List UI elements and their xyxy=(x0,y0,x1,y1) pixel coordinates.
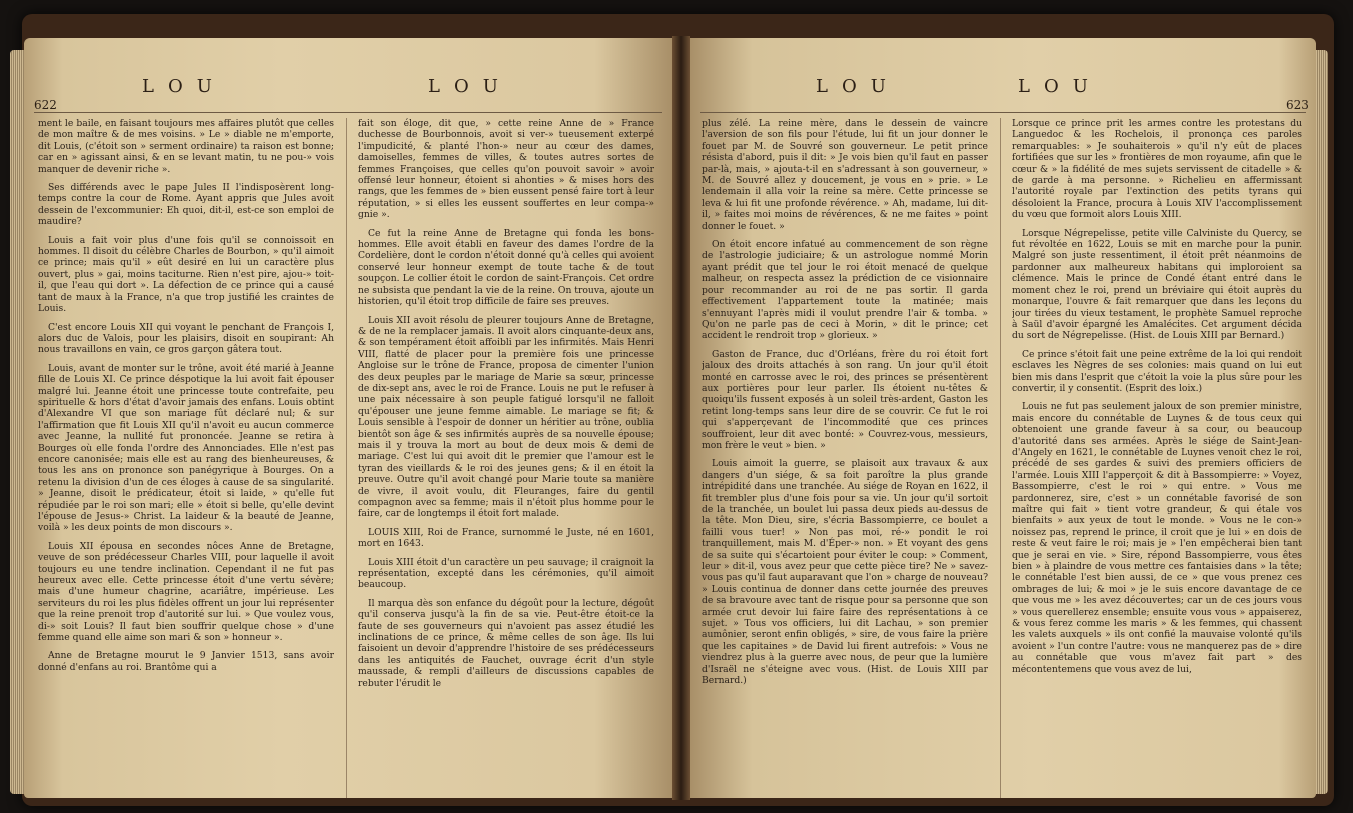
left-header-rule xyxy=(34,112,662,113)
left-col1-paragraph: Ses différends avec le pape Jules II l'indisposèrent long-temps contre la cour de Rome. Ayant appris que Jules avoit dessein de l'excommunier: Eh quoi, dit-il, est-ce son emploi de maudire? xyxy=(38,182,334,228)
right-page-number: 623 xyxy=(1286,98,1309,112)
right-page xyxy=(690,38,1316,798)
left-col1-paragraph: Louis, avant de monter sur le trône, avoit été marié à Jeanne fille de Louis XI. Ce prince déspotique la lui avoit fait épouser malgré lui. Jeanne étoit une princesse toute contrefaite, peu spirituelle & hors d'état d'avoir jamais des enfans. Louis obtint d'Alexandre VI que son mariage fût déclaré nul; & sur l'affirmation que fit Louis XII qu'il n'avoit eu aucun commerce avec Jeanne, la nullité fut prononcée. Jeanne se retira à Bourges où elle fonda l'ordre des Annonciades. Elle n'est pas encore canonisée; mais elle est au rang des bienheureuses, & tous les ans on prononce son panégyrique à Bourges. On a retenu la division d'un de ces éloges à cause de sa singularité. » Jeanne, disoit le prédicateur, étoit si laide, » qu'elle fut répudiée par le roi son mari; elle » étoit si belle, qu'elle devint l'épouse de Jesus-» Christ. La laideur & la beauté de Jeanne, voilà » les deux points de mon discours ». xyxy=(38,362,334,534)
left-col1-paragraph: ment le baile, en faisant toujours mes affaires plutôt que celles de mon maître & de mes voisins. » Le » diable ne m'emporte, dit Louis, (c'étoit son » serment ordinaire) ta raison est bonne; car en » agissant ainsi, & en se levant matin, tu ne pou-» vois manquer de devenir riche ». xyxy=(38,118,334,175)
right-col2-paragraph: Lorsque ce prince prit les armes contre les protestans du Languedoc & les Rochelois, il prononça ces paroles remarquables: » Je souhaiterois » qu'il n'y eût de places fortifiées que sur les » frontières de mon royaume, afin que le cœur & » la fidélité de mes sujets servissent de citadelle » & de garde à ma personne. » Richelieu en affermissant l'autorité royale par l'extinction des petits tyrans qui désoloient la France, procura à Louis XIV l'accomplissement du vœu que formoit alors Louis XIII. xyxy=(1012,118,1302,221)
left-col2-paragraph: Louis XIII étoit d'un caractère un peu sauvage; il craignoit la représentation, excepté dans les cérémonies, qu'il aimoit beaucoup. xyxy=(358,556,654,591)
left-col2-paragraph: fait son éloge, dit que, » cette reine Anne de » France duchesse de Bourbonnois, avoit si ver-» tueusement exterpé l'impudicité, & planté l'hon-» neur au cœur des dames, damoiselles, femmes de villes, & toutes autres sortes de femmes Françoises, que celles qu'on pouvoit savoir » avoir offensé leur honneur, étoient si ahonties » & mises hors des rangs, que les femmes de » bien eussent pensé faire tort à leur réputation, » si elles les eussent souffertes en leur compa-» gnie ». xyxy=(358,118,654,221)
left-column-divider xyxy=(346,118,347,798)
right-column-divider xyxy=(1000,118,1001,798)
right-col2-paragraph: Ce prince s'étoit fait une peine extrême de la loi qui rendoit esclaves les Nègres de ses colonies: mais quand on lui eut bien mis dans l'esprit que c'étoit la voie la plus sûre pour les convertir, il y consentit. (Esprit des loix.) xyxy=(1012,348,1302,394)
left-col2-paragraph: LOUIS XIII, Roi de France, surnommé le Juste, né en 1601, mort en 1643. xyxy=(358,526,654,550)
right-header-lou-1: LOU xyxy=(816,76,900,97)
left-col1-paragraph: Anne de Bretagne mourut le 9 Janvier 1513, sans avoir donné d'enfans au roi. Brantôme qui a xyxy=(38,650,334,673)
left-header-lou-1: LOU xyxy=(142,76,226,97)
left-page-number: 622 xyxy=(34,98,57,112)
right-col1-paragraph: On étoit encore infatué au commencement de son règne de l'astrologie judiciaire; & un astrologue nommé Morin ayant prédit que tel jour le roi étoit menacé de quelque malheur, on respecta assez la prédiction de ce visionnaire pour recommander au roi de ne pas sortir. Il garda effectivement l'appartement toute la matinée; mais s'ennuyant l'après midi il voulut prendre l'air & tomba. » Qu'on ne parle pas de ceci à Morin, » dit le prince; cet accident le rendroit trop » glorieux. » xyxy=(702,239,988,342)
right-header-lou-2: LOU xyxy=(1018,76,1102,97)
right-col2-paragraph: Lorsque Négrepelisse, petite ville Calviniste du Quercy, se fut révoltée en 1622, Louis se mit en marche pour la punir. Malgré son juste ressentiment, il étoit prêt néanmoins de pardonner aux malheureux habitans qui imploroient sa clémence. Mais le prince de Condé étant entré dans le moment chez le roi, prend un bréviaire qui étoit auprès du monarque, l'ouvre & fait remarquer que dans les leçons du jour tirées du vieux testament, le prophète Samuel reproche à Saül d'avoir épargné les Amalécites. Cet argument décida du sort de Négrepelisse. (Hist. de Louis XIII par Bernard.) xyxy=(1012,227,1302,342)
left-header-lou-2: LOU xyxy=(428,76,512,97)
left-col2-paragraph: Il marqua dès son enfance du dégoût pour la lecture, dégoût qu'il conserva jusqu'à la fin de sa vie. Peut-être étoit-ce la faute de ses gouverneurs qui n'avoient pas assez étudié les inclinations de ce prince, & même celles de son âge. Ils lui faisoient un devoir d'apprendre l'histoire de ses prédécesseurs dans les antiquités de Fauchet, ouvrage écrit d'un style maussade, & rempli d'ailleurs de discussions capables de rebuter l'érudit le xyxy=(358,597,654,689)
book-gutter xyxy=(672,36,690,800)
left-column-1 xyxy=(38,118,334,680)
left-col1-paragraph: Louis XII épousa en secondes nôces Anne de Bretagne, veuve de son prédécesseur Charles VIII, pour laquelle il avoit toujours eu une tendre inclination. Cependant il ne fut pas heureux avec elle. Cette princesse étoit d'une vertu sévère; mais d'une humeur chagrine, acariâtre, impérieuse. Les serviteurs du roi les plus fidèles offrent un jour lui représenter que la reine prenoit trop d'autorité sur lui. » Que voulez vous, di-» soit Louis? Il faut bien souffrir quelque chose » d'une femme quand elle aime son mari & son » honneur ». xyxy=(38,540,334,644)
right-col1-paragraph: plus zélé. La reine mère, dans le dessein de vaincre l'aversion de son fils pour l'étude, lui fit un jour donner le fouet par M. de Souvré son gouverneur. Le petit prince résista d'abord, puis il dit: » Je vois bien qu'il faut en passer par-là, mais, » ajouta-t-il en s'adressant à son gouverneur, » M. de Souvré allez y doucement, je vous en » prie. » Le lendemain il alla voir la reine sa mère. Cette princesse se leva & lui fit une profonde révérence. » Ah, madame, lui dit-il, » faites moi moins de révérences, & ne me faites » point donner le fouet. » xyxy=(702,118,988,232)
left-col1-paragraph: Louis a fait voir plus d'une fois qu'il se connoissoit en hommes. Il disoit du célèbre Charles de Bourbon, » qu'il aimoit ce prince; mais qu'il » eût desiré en lui un caractère plus ouvert, plus » gai, moins taciturne. Rien n'est pire, ajou-» toit-il, que l'eau qui dort ». La défection de ce prince qui a causé tant de maux à la France, n'a que trop justifié les craintes de Louis. xyxy=(38,234,334,315)
right-col1-paragraph: Louis aimoit la guerre, se plaisoit aux travaux & aux dangers d'un siége, & sa foit paroître la plus grande intrépidité dans une tranchée. Au siége de Royan en 1622, il fit trembler plus d'une fois pour sa vie. Un jour qu'il sortoit de la tranchée, un boulet lui passa deux pieds au-dessus de la tête. Mon Dieu, sire, s'écria Bassompierre, ce boulet a failli vous tuer! » Non pas moi, ré-» pondit le roi tranquillement, mais M. d'Éper-» non. » Et voyant des gens de sa suite qui s'écartoient pour éviter le coup: » Comment, leur » dit-il, vous avez peur que cette pièce tire? Ne » savez-vous pas qu'il faut auparavant que l'on » charge de nouveau? » Louis continua de donner dans cette journée des preuves de sa bravoure avec tant de risque pour sa personne que son armée crut devoir lui faire faire des représentations à ce sujet. » Tous vos officiers, lui dit Lachau, » son premier aumônier, seront enfin obligés, » sire, de vous faire la prière que les capitaines » de David lui firent autrefois: » Vous ne viendrez plus à la guerre avec nous, de peur que la lumière d'Israël ne s'éteigne avec vous. (Hist. de Louis XIII par Bernard.) xyxy=(702,458,988,687)
right-column-1 xyxy=(702,118,988,694)
left-col1-paragraph: C'est encore Louis XII qui voyant le penchant de François I, alors duc de Valois, pour les plaisirs, disoit en soupirant: Ah nous travaillons en vain, ce gros garçon gâtera tout. xyxy=(38,321,334,356)
left-column-2 xyxy=(358,118,654,696)
left-page xyxy=(24,38,672,798)
right-column-2 xyxy=(1012,118,1302,682)
left-col2-paragraph: Ce fut la reine Anne de Bretagne qui fonda les bons-hommes. Elle avoit établi en faveur des dames l'ordre de la Cordelière, dont le cordon n'étoit donné qu'à celles qui avoient conservé leur honneur exempt de toute tache & de tout soupçon. Le collier étoit le cordon de saint-François. Cet ordre ne subsista que pendant la vie de la reine. On trouva, ajoute un historien, qu'il étoit trop difficile de faire ses preuves. xyxy=(358,227,654,308)
left-col2-paragraph: Louis XII avoit résolu de pleurer toujours Anne de Bretagne, & de ne la remplacer jamais. Il avoit alors cinquante-deux ans, & son tempérament étoit affoibli par les infirmités. Mais Henri VIII, flatté de placer pour la première fois une princesse Angloise sur le trône de France, proposa de cimenter l'union des deux peuples par le mariage de Marie sa sœur, princesse de dix-sept ans, avec le roi de France. Louis ne put le refuser à une paix nécessaire à son peuple fatigué lorsqu'il ne falloit qu'épouser une jeune femme aimable. Le mariage se fit; & Louis sensible à l'espoir de donner un héritier au trône, oublia bientôt son âge & ses infirmités auprès de sa nouvelle épouse; mais il y trouva la mort au bout de deux mois & demi de mariage. C'est lui qui avoit dit le premier que l'amour est le tyran des vieillards & le roi des jeunes gens; & il en étoit la preuve. Outre qu'il avoit changé pour Marie toute sa manière de vivre, il avoit voulu, dit Fleuranges, faire du gentil compagnon avec sa femme; mais il n'étoit plus homme pour le faire, car de longtemps il étoit fort malade. xyxy=(358,314,654,520)
page-edges-right xyxy=(1314,50,1328,794)
right-col1-paragraph: Gaston de France, duc d'Orléans, frère du roi étoit fort jaloux des droits attachés à son rang. Un jour qu'il étoit monté en carrosse avec le roi, des princes se présentèrent aux portières pour leur parler. Ils étoient nu-têtes & quoiqu'ils fussent exposés à un soleil très-ardent, Gaston les retint long-temps sans leur dire de se couvrir. Ce fut le roi qui s'apperçevant de l'incommodité que ces princes souffroient, leur dit avec bonté: » Couvrez-vous, messieurs, mon frère le veut » bien. » xyxy=(702,348,988,451)
right-col2-paragraph: Louis ne fut pas seulement jaloux de son premier ministre, mais encore du connétable de Luynes & de tous ceux qui obtenoient une grande faveur à sa cour, ou beaucoup d'autorité dans ses armées. Après le siége de Saint-Jean-d'Angely en 1621, le connétable de Luynes venoit chez le roi, précédé de ses gardes & suivi des premiers officiers de l'armée. Louis XIII l'apperçoit & dit à Bassompierre: » Voyez, Bassompierre, c'est le roi » qui entre. » Vous me pardonnerez, sire, c'est » un connétable favorisé de son maître qui fait » tient votre grandeur, & qui étale vos bienfaits » aux yeux de tout le monde. » Vous ne le con-» noissez pas, reprend le prince, il croit que je lui » en dois de reste & veut faire le roi; mais je » l'en empêcherai bien tant que je serai en vie. » Sire, répond Bassompierre, vous êtes bien » à plaindre de vous mettre ces fantaisies dans » la tête; le connétable l'est bien aussi, de ce » que vous prenez ces ombrages de lui; & moi » je le suis encore davantage de ce que vous me » les avez découvertes; car un de ces jours vous » vous querellerez ensemble; ensuite vous vous » appaiserez, & vous ferez comme les maris » & les femmes, qui chassent les valets auxquels » ils ont confié la mauvaise volonté qu'ils avoient » l'un contre l'autre: vous ne manquerez pas de » dire au connétable que vous m'avez fait part » des mécontentemens que vous avez de lui, xyxy=(1012,401,1302,675)
right-header-rule xyxy=(700,112,1306,113)
